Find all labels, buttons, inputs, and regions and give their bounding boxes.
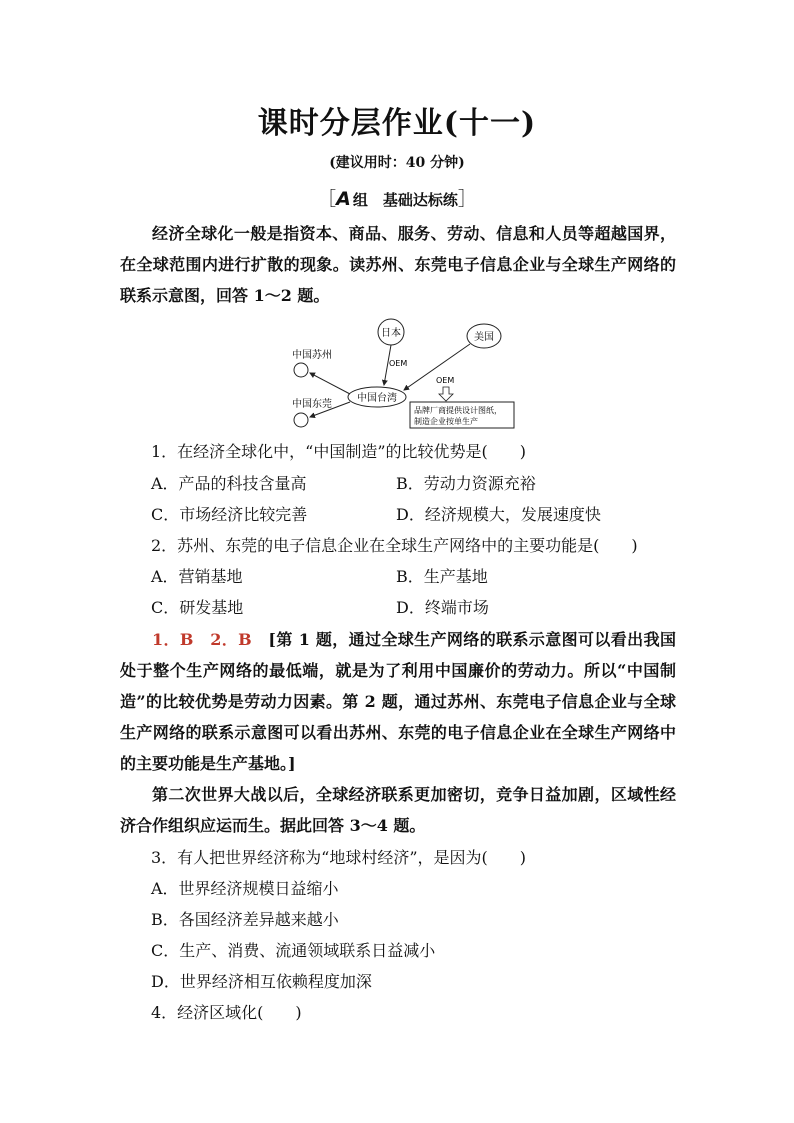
question-3-stem: 3．有人把世界经济称为“地球村经济”，是因为( )	[151, 848, 527, 867]
group-heading	[0, 184, 794, 211]
question-3-option-d: D．世界经济相互依赖程度加深	[151, 972, 372, 991]
note-line-1: 品牌厂商提供设计图纸，	[414, 406, 502, 415]
usa-label: 美国	[474, 332, 494, 343]
answer-key-1-2: 1．B 2．B	[152, 630, 252, 649]
right-bracket: ］	[457, 188, 477, 210]
answer-1-2	[120, 624, 676, 779]
question-3-option-c: C．生产、消费、流通领域联系日益减小	[151, 941, 436, 960]
intro-paragraph-1: 经济全球化一般是指资本、商品、服务、劳动、信息和人员等超越国界，在全球范围内进行扩散的现象。读苏州、东莞电子信息企业与全球生产网络的联系示意图，回答 1～2 题。	[120, 224, 676, 305]
note-line-2: 制造企业按单生产	[414, 417, 478, 426]
question-2-option-b: B．生产基地	[396, 567, 488, 586]
dongguan-node	[294, 413, 308, 427]
oem-left-label: OEM	[389, 359, 408, 368]
question-2-option-c: C．研发基地	[151, 598, 244, 617]
question-1-option-b: B．劳动力资源充裕	[396, 474, 536, 493]
question-1-stem: 1．在经济全球化中，“中国制造”的比较优势是( )	[151, 442, 527, 461]
question-1-option-a: A．产品的科技含量高	[151, 474, 307, 493]
suzhou-label: 中国苏州	[292, 350, 332, 361]
question-2-option-a: A．营销基地	[151, 567, 243, 586]
answer-explanation-1-2: [第 1 题，通过全球生产网络的联系示意图可以看出我国处于整个生产网络的最低端，就是为了利用中国廉价的劳动力。所以“中国制造”的比较优势是劳动力因素。第 2 题，通过苏州、东莞电子信息企业与全球生产网络的联系示意图可以看出苏州、东莞的电子信息企业在全球生产网络中的主要功能是生产基地。]	[120, 630, 676, 773]
network-diagram	[286, 316, 516, 432]
page-title: 课时分层作业(十一)	[257, 106, 537, 141]
dongguan-label: 中国东莞	[292, 399, 332, 410]
question-3-option-a: A．世界经济规模日益缩小	[151, 879, 339, 898]
time-suggestion: (建议用时：40 分钟)	[329, 155, 465, 171]
question-1-option-d: D．经济规模大，发展速度快	[396, 505, 601, 524]
question-2-stem: 2．苏州、东莞的电子信息企业在全球生产网络中的主要功能是( )	[151, 536, 638, 555]
japan-label: 日本	[381, 328, 401, 339]
group-letter: A	[336, 188, 351, 210]
intro-paragraph-2: 第二次世界大战以后，全球经济联系更加密切，竞争日益加剧，区域性经济合作组织应运而生。据此回答 3～4 题。	[120, 785, 676, 835]
hollow-down-arrow	[439, 387, 453, 401]
question-3-option-b: B．各国经济差异越来越小	[151, 910, 339, 929]
suzhou-node	[294, 363, 308, 377]
question-1-option-c: C．市场经济比较完善	[151, 505, 308, 524]
question-2-option-d: D．终端市场	[396, 598, 489, 617]
taiwan-label: 中国台湾	[357, 393, 397, 404]
left-bracket: ［	[317, 188, 337, 210]
question-4-stem: 4．经济区域化( )	[151, 1003, 302, 1022]
oem-right-label: OEM	[436, 376, 455, 385]
taiwan-to-suzhou-arrow	[310, 373, 350, 394]
group-label: 组 基础达标练	[352, 191, 458, 209]
